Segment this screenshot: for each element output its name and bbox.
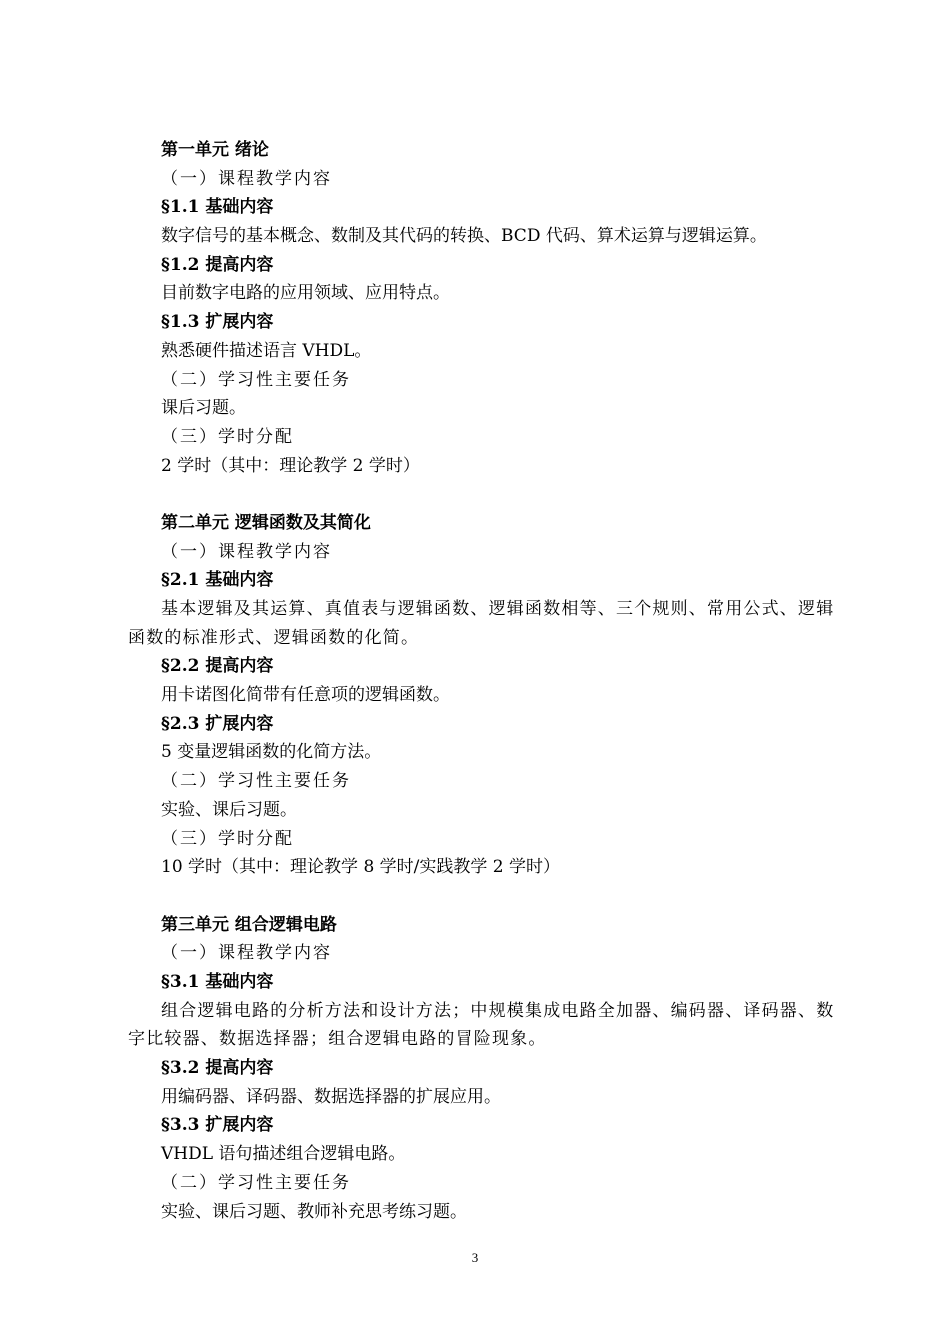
content-heading: （一）课程教学内容 bbox=[161, 168, 332, 189]
section-text: 用编码器、译码器、数据选择器的扩展应用。 bbox=[161, 1086, 501, 1107]
section-text: 熟悉硬件描述语言 VHDL。 bbox=[161, 340, 372, 361]
task-heading: （二）学习性主要任务 bbox=[161, 369, 351, 390]
section-label: §1.3 扩展内容 bbox=[161, 312, 274, 333]
task-heading: （二）学习性主要任务 bbox=[161, 771, 351, 792]
unit-spacer bbox=[128, 882, 838, 911]
section-text: 基本逻辑及其运算、真值表与逻辑函数、逻辑函数相等、三个规则、常用公式、逻辑函数的标准形式、逻辑函数的化简。 bbox=[128, 599, 835, 648]
section-label: §2.2 提高内容 bbox=[161, 656, 274, 677]
content-heading: （一）课程教学内容 bbox=[161, 541, 332, 562]
hours-heading: （三）学时分配 bbox=[161, 828, 294, 849]
section-text: 目前数字电路的应用领域、应用特点。 bbox=[161, 283, 450, 304]
section-label: §2.1 基础内容 bbox=[161, 570, 274, 591]
section-label: §3.1 基础内容 bbox=[161, 971, 274, 992]
section-text: 用卡诺图化简带有任意项的逻辑函数。 bbox=[161, 685, 450, 706]
document-body bbox=[128, 136, 838, 1226]
hours-text: 10 学时（其中：理论教学 8 学时/实践教学 2 学时） bbox=[161, 857, 561, 878]
section-label: §3.2 提高内容 bbox=[161, 1058, 274, 1079]
section-text: 数字信号的基本概念、数制及其代码的转换、BCD 代码、算术运算与逻辑运算。 bbox=[161, 226, 767, 247]
hours-text: 2 学时（其中：理论教学 2 学时） bbox=[161, 455, 420, 476]
section-text: 组合逻辑电路的分析方法和设计方法；中规模集成电路全加器、编码器、译码器、数字比较器、数据选择器；组合逻辑电路的冒险现象。 bbox=[128, 1000, 835, 1050]
section-label: §3.3 扩展内容 bbox=[161, 1115, 274, 1136]
content-heading: （一）课程教学内容 bbox=[161, 943, 332, 964]
task-text: 实验、课后习题。 bbox=[161, 799, 297, 820]
page-number: 3 bbox=[471, 1250, 479, 1265]
section-label: §2.3 扩展内容 bbox=[161, 713, 274, 734]
task-text: 课后习题。 bbox=[161, 398, 246, 419]
section-label: §1.1 基础内容 bbox=[161, 197, 274, 218]
section-text: 5 变量逻辑函数的化简方法。 bbox=[161, 742, 382, 763]
unit-title: 第二单元 逻辑函数及其简化 bbox=[161, 512, 371, 533]
unit-title: 第三单元 组合逻辑电路 bbox=[161, 914, 337, 935]
hours-heading: （三）学时分配 bbox=[161, 426, 294, 447]
section-label: §1.2 提高内容 bbox=[161, 254, 274, 275]
unit-title: 第一单元 绪论 bbox=[161, 140, 269, 160]
task-text: 实验、课后习题、教师补充思考练习题。 bbox=[161, 1201, 467, 1222]
section-text: VHDL 语句描述组合逻辑电路。 bbox=[161, 1144, 406, 1165]
unit-spacer bbox=[128, 480, 838, 509]
task-heading: （二）学习性主要任务 bbox=[161, 1172, 351, 1193]
